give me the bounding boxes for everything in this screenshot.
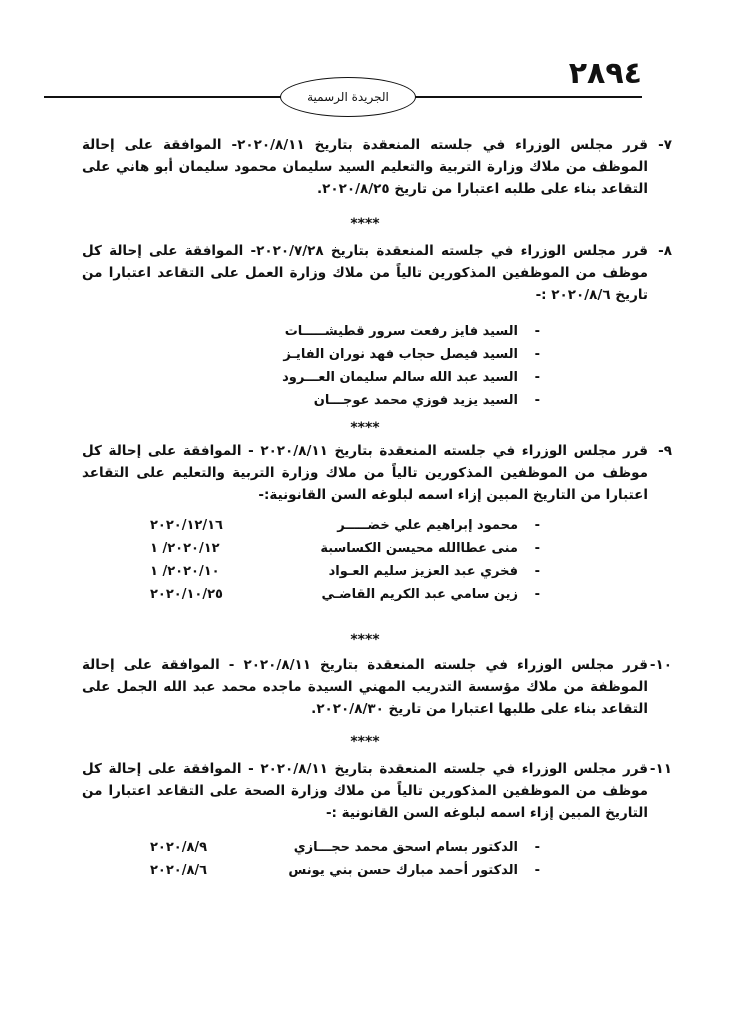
gazette-title-oval <box>280 77 416 117</box>
retirement-date: ٢٠٢٠/٨/٦ <box>150 863 208 878</box>
employee-name: الدكتور أحمد مبارك حسن بني يونس <box>288 863 518 878</box>
retirement-date: ٢٠٢٠/١٢/ ١ <box>150 541 220 556</box>
decision-number: ٨- <box>658 243 672 259</box>
list-dash: - <box>534 324 540 339</box>
separator: **** <box>350 216 380 232</box>
retirement-date: ٢٠٢٠/١٢/١٦ <box>150 518 223 533</box>
list-item <box>150 320 540 343</box>
decision-text: قرر مجلس الوزراء في جلسته المنعقدة بتاريخ ٢٠٢٠/٨/١١ - الموافقة على إحالة الموظفة من ملاك مؤسسة التدريب المهني السيدة ماجده محمد عبد الله الجمل على التقاعد بناء على طلبها اعتبارا من تاريخ ٢٠٢٠/٨/٣٠. <box>82 657 649 717</box>
list-dash: - <box>534 370 540 385</box>
retirement-date: ٢٠٢٠/٨/٩ <box>150 840 208 855</box>
decision-9 <box>82 440 672 506</box>
employee-name: منى عطاالله محيسن الكساسبة <box>320 541 518 556</box>
list-dash: - <box>534 347 540 362</box>
employee-name: السيد يزيد فوزي محمد عوجـــان <box>313 393 518 408</box>
list-dash: - <box>534 587 540 602</box>
retirement-date: ٢٠٢٠/١٠/٢٥ <box>150 587 223 602</box>
separator: **** <box>350 632 380 648</box>
decision-number: ٩- <box>658 443 672 459</box>
employee-name: فخري عبد العزيز سليم العـواد <box>328 564 518 579</box>
list-item <box>150 389 540 412</box>
list-dash: - <box>534 863 540 878</box>
decision-8 <box>82 240 672 306</box>
list-dash: - <box>534 564 540 579</box>
decision-text: قرر مجلس الوزراء في جلسته المنعقدة بتاريخ ٢٠٢٠/٨/١١ - الموافقة على إحالة كل موظف من الموظفين المذكورين تالياً من ملاك وزارة الصحة على التقاعد اعتبارا من التاريخ المبين إزاء اسمه لبلوغه السن القانونية :- <box>82 761 648 821</box>
separator: **** <box>350 734 380 750</box>
decision-number: ١١- <box>649 761 672 777</box>
list-dash: - <box>534 840 540 855</box>
decision-text: قرر مجلس الوزراء في جلسته المنعقدة بتاريخ ٢٠٢٠/٧/٢٨- الموافقة على إحالة كل موظف من الموظفين المذكورين تالياً من ملاك وزارة العمل على التقاعد اعتبارا من تاريخ ٢٠٢٠/٨/٦ :- <box>82 243 648 303</box>
retiree-list-8 <box>150 320 540 412</box>
employee-name: زين سامي عبد الكريم القاضـي <box>321 587 518 602</box>
list-item <box>150 366 540 389</box>
decision-number: ٧- <box>658 137 672 153</box>
employee-name: السيد عبد الله سالم سليمان العـــرود <box>282 370 518 385</box>
gazette-title: الجريدة الرسمية <box>307 90 389 104</box>
list-dash: - <box>534 393 540 408</box>
decision-text: قرر مجلس الوزراء في جلسته المنعقدة بتاريخ ٢٠٢٠/٨/١١ - الموافقة على إحالة كل موظف من الموظفين المذكورين تالياً من ملاك وزارة التربية والتعليم على التقاعد اعتبارا من التاريخ المبين إزاء اسمه لبلوغه السن القانونية:- <box>82 443 648 503</box>
list-item <box>150 859 540 882</box>
employee-name: محمود إبراهيم علي خضـــــر <box>337 518 518 533</box>
employee-name: السيد فيصل حجاب فهد نوران الفايـز <box>283 347 518 362</box>
list-item <box>150 836 540 859</box>
list-dash: - <box>534 518 540 533</box>
list-item <box>150 343 540 366</box>
employee-name: السيد فايز رفعت سرور قطيشـــــات <box>284 324 518 339</box>
retirement-date: ٢٠٢٠/١٠/ ١ <box>150 564 220 579</box>
retiree-list-9 <box>150 514 540 606</box>
list-item <box>150 583 540 606</box>
decision-7 <box>82 134 672 200</box>
decision-10 <box>82 654 672 720</box>
decision-number: ١٠- <box>649 657 672 673</box>
list-item <box>150 537 540 560</box>
decision-11 <box>82 758 672 824</box>
page-number: ٢٨٩٤ <box>568 56 642 91</box>
separator: **** <box>350 420 380 436</box>
list-item <box>150 560 540 583</box>
list-item <box>150 514 540 537</box>
retiree-list-11 <box>150 836 540 882</box>
list-dash: - <box>534 541 540 556</box>
employee-name: الدكتور بسام اسحق محمد حجـــازي <box>293 840 518 855</box>
decision-text: قرر مجلس الوزراء في جلسته المنعقدة بتاريخ ٢٠٢٠/٨/١١- الموافقة على إحالة الموظف من ملاك وزارة التربية والتعليم السيد سليمان محمود سليمان أبو هاني على التقاعد بناء على طلبه اعتبارا من تاريخ ٢٠٢٠/٨/٢٥. <box>82 137 649 197</box>
